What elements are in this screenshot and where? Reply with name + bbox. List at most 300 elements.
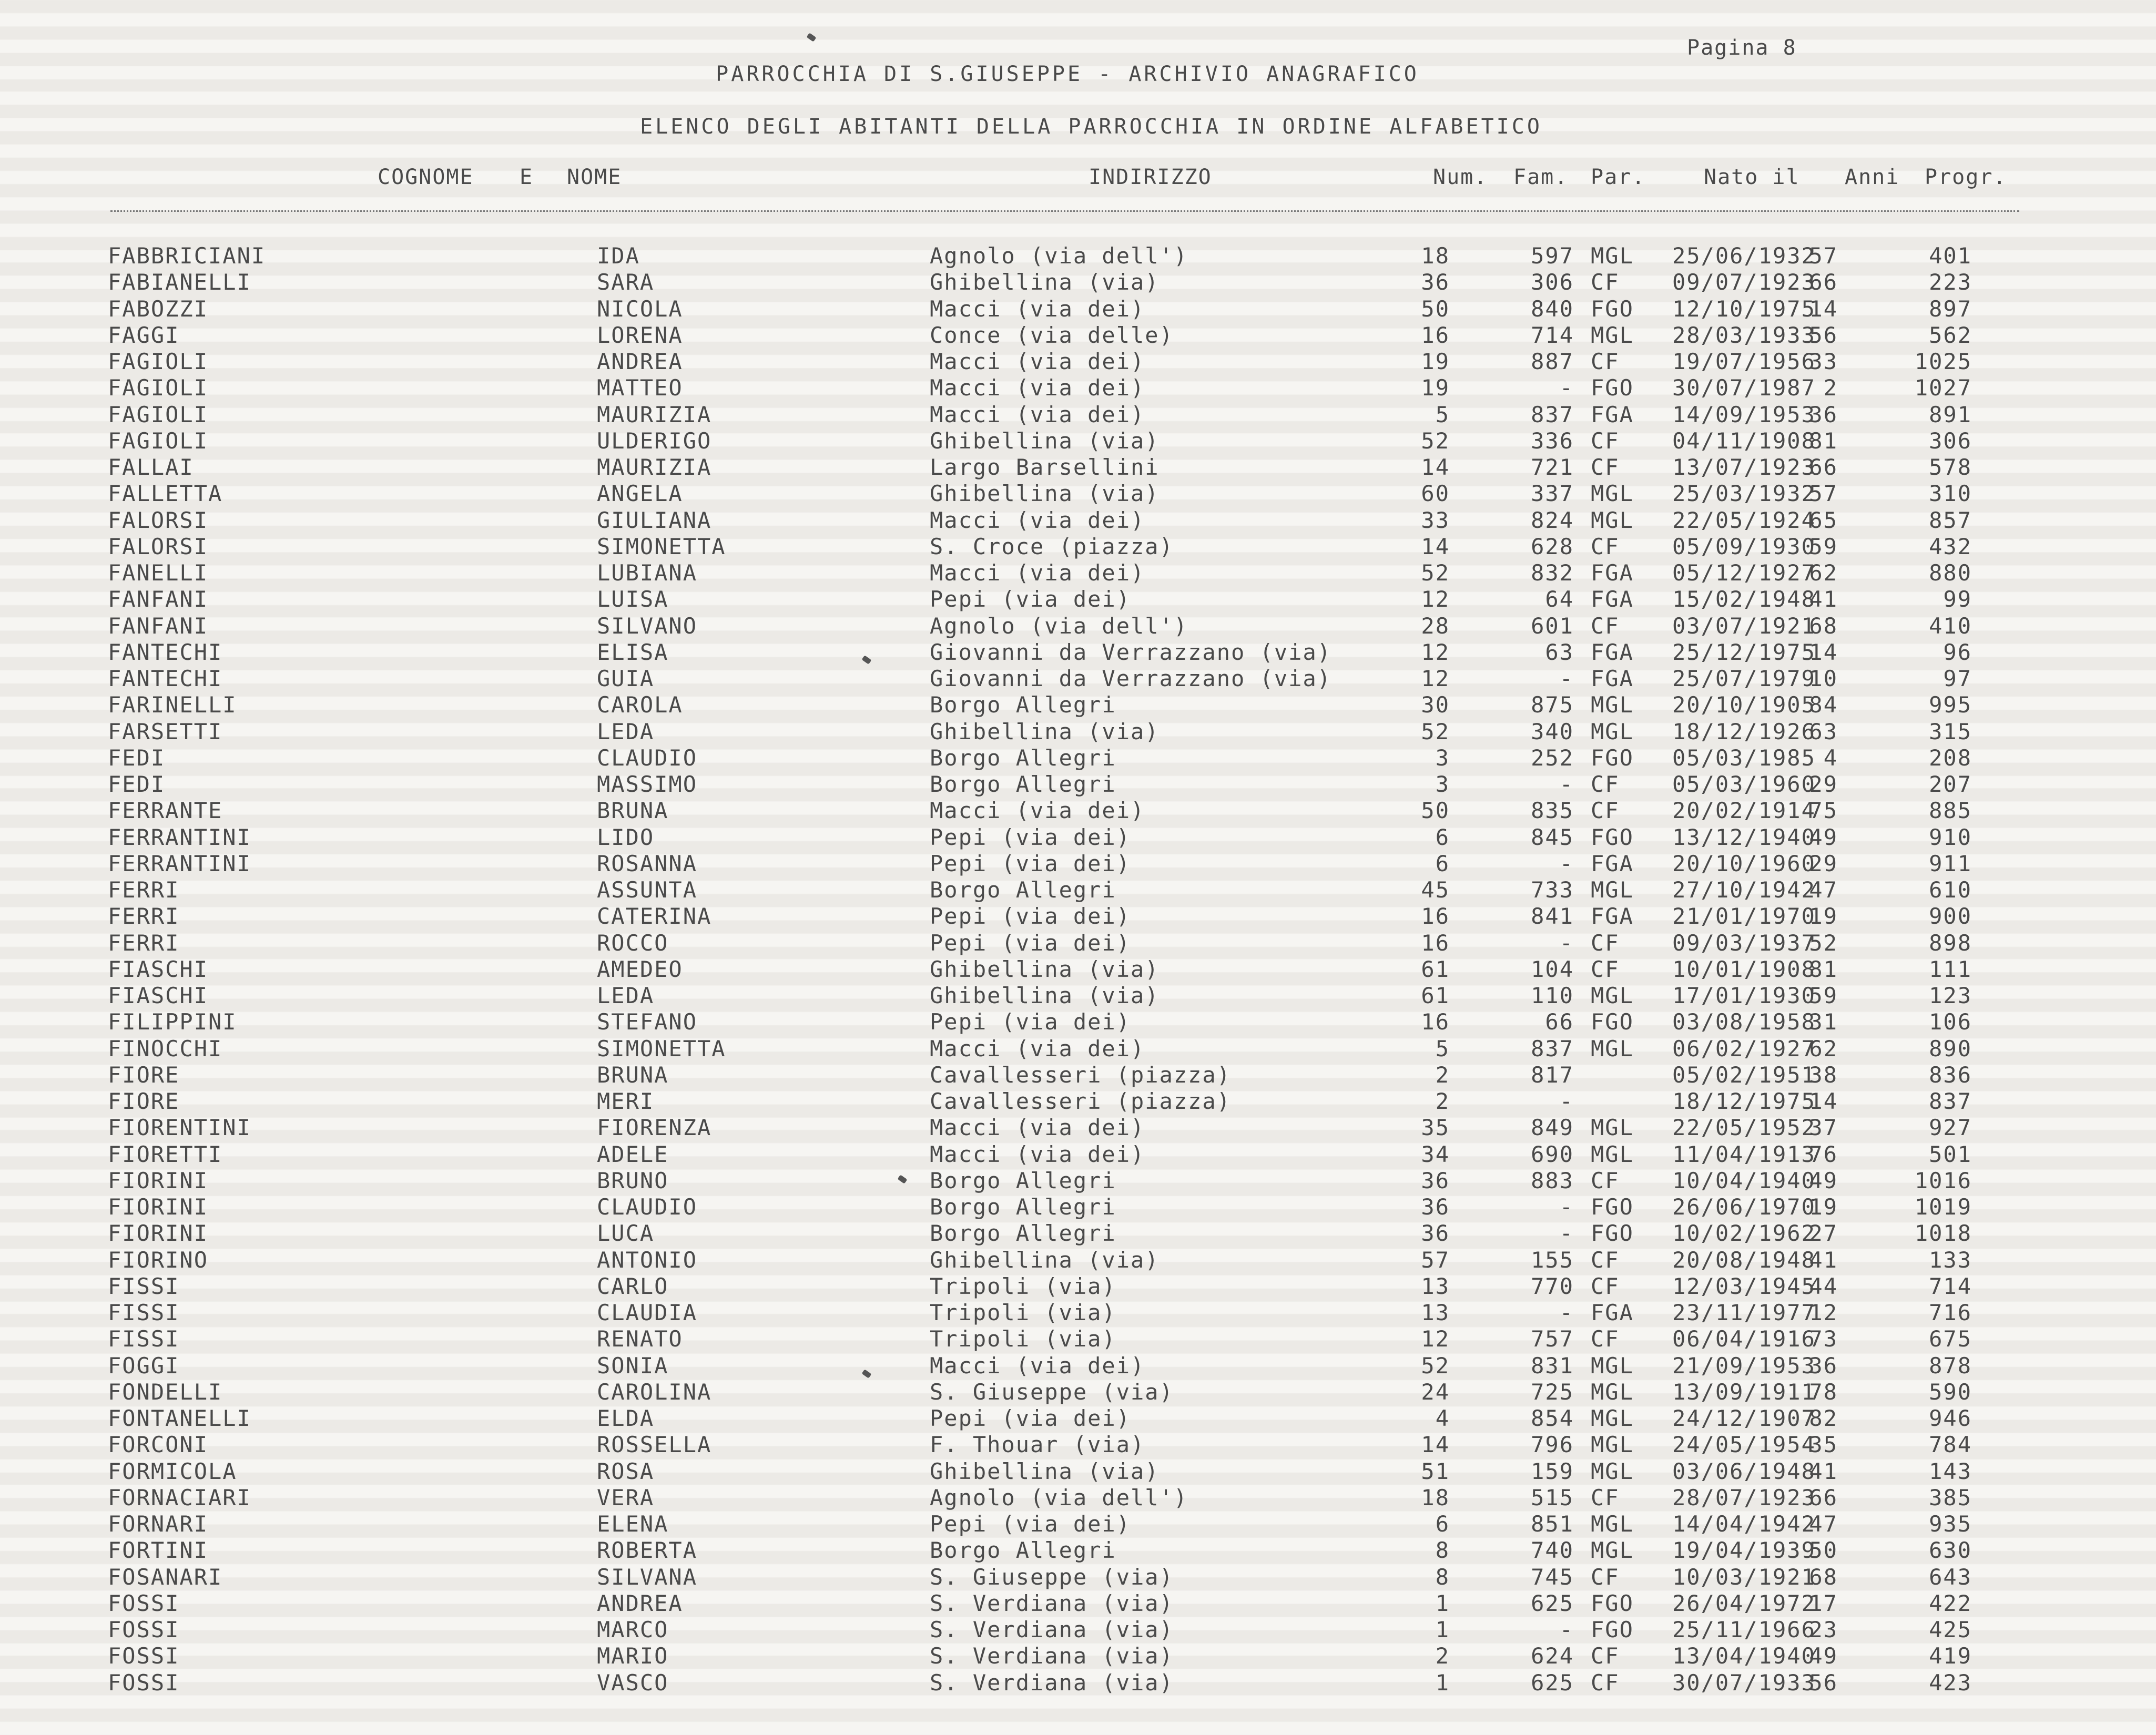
num-cell: 57 (1421, 1247, 1450, 1273)
fam-cell: 817 (1531, 1062, 1574, 1088)
table-row (0, 745, 2156, 771)
nome-cell: ANDREA (597, 349, 683, 374)
par-cell: MGL (1591, 1141, 1634, 1167)
cognome-cell: FERRANTE (108, 798, 223, 824)
table-row (0, 428, 2156, 454)
nato-cell: 15/02/1948 (1672, 586, 1816, 613)
num-cell: 18 (1421, 1484, 1450, 1511)
nato-cell: 30/07/1933 (1672, 1669, 1816, 1696)
fam-cell: 840 (1531, 295, 1574, 322)
cognome-cell: FORNARI (108, 1511, 209, 1537)
anni-cell: 62 (1809, 560, 1838, 586)
anni-cell: 75 (1809, 798, 1838, 824)
nato-cell: 03/07/1921 (1672, 613, 1816, 639)
progr-cell: 99 (1943, 586, 1972, 613)
nato-cell: 28/03/1933 (1672, 322, 1816, 348)
progr-cell: 1019 (1914, 1194, 1972, 1220)
progr-cell: 401 (1929, 243, 1972, 269)
progr-cell: 927 (1929, 1115, 1972, 1141)
nato-cell: 09/03/1937 (1672, 930, 1816, 956)
progr-cell: 306 (1929, 427, 1972, 454)
fam-cell: 745 (1531, 1564, 1574, 1590)
progr-cell: 385 (1929, 1484, 1972, 1511)
cognome-cell: FIORINI (108, 1194, 209, 1220)
indirizzo-cell: Pepi (via dei) (930, 586, 1131, 613)
indirizzo-cell: Pepi (via dei) (930, 1405, 1131, 1431)
num-cell: 36 (1421, 1167, 1450, 1193)
table-row (0, 1247, 2156, 1273)
table-row (0, 586, 2156, 613)
par-cell: CF (1591, 613, 1620, 639)
progr-cell: 1016 (1914, 1167, 1972, 1193)
nome-cell: CLAUDIA (597, 1300, 698, 1325)
nato-cell: 13/07/1923 (1672, 454, 1816, 480)
fam-cell: 714 (1531, 322, 1574, 348)
nome-cell: MASSIMO (597, 771, 698, 797)
cognome-cell: FIORINI (108, 1220, 209, 1247)
nato-cell: 10/04/1940 (1672, 1167, 1816, 1193)
nato-cell: 13/04/1940 (1672, 1643, 1816, 1669)
table-row (0, 1511, 2156, 1537)
par-cell: FGO (1591, 1194, 1634, 1220)
indirizzo-cell: S. Giuseppe (via) (930, 1564, 1174, 1590)
anni-cell: 78 (1809, 1379, 1838, 1405)
num-cell: 13 (1421, 1300, 1450, 1325)
cognome-cell: FERRI (108, 903, 180, 930)
nome-cell: IDA (597, 243, 640, 269)
progr-cell: 946 (1929, 1405, 1972, 1431)
indirizzo-cell: Macci (via dei) (930, 798, 1145, 824)
nome-cell: BRUNO (597, 1167, 669, 1193)
table-row (0, 719, 2156, 745)
num-cell: 50 (1421, 798, 1450, 824)
col-header-par: Par. (1591, 165, 1646, 189)
progr-cell: 878 (1929, 1352, 1972, 1379)
progr-cell: 890 (1929, 1035, 1972, 1062)
nato-cell: 05/12/1927 (1672, 560, 1816, 586)
fam-cell: - (1559, 850, 1574, 876)
table-row (0, 1432, 2156, 1458)
anni-cell: 66 (1809, 269, 1838, 295)
par-cell: FGO (1591, 375, 1634, 401)
indirizzo-cell: Pepi (via dei) (930, 824, 1131, 850)
num-cell: 5 (1435, 401, 1450, 427)
cognome-cell: FERRI (108, 877, 180, 903)
progr-cell: 501 (1929, 1141, 1972, 1167)
progr-cell: 891 (1929, 401, 1972, 427)
indirizzo-cell: Cavallesseri (piazza) (930, 1062, 1232, 1088)
nome-cell: LUISA (597, 586, 669, 613)
nome-cell: CATERINA (597, 903, 712, 930)
par-cell: CF (1591, 269, 1620, 295)
progr-cell: 111 (1929, 956, 1972, 982)
num-cell: 30 (1421, 692, 1450, 718)
indirizzo-cell: Largo Barsellini (930, 454, 1160, 480)
nome-cell: CAROLA (597, 692, 683, 718)
indirizzo-cell: S. Giuseppe (via) (930, 1379, 1174, 1405)
anni-cell: 29 (1809, 850, 1838, 876)
column-headers (0, 165, 2156, 191)
nome-cell: VASCO (597, 1669, 669, 1696)
num-cell: 14 (1421, 454, 1450, 480)
progr-cell: 857 (1929, 507, 1972, 533)
table-row (0, 296, 2156, 322)
cognome-cell: FANELLI (108, 560, 209, 586)
progr-cell: 590 (1929, 1379, 1972, 1405)
indirizzo-cell: Giovanni da Verrazzano (via) (930, 639, 1332, 665)
indirizzo-cell: Agnolo (via dell') (930, 243, 1188, 269)
nato-cell: 23/11/1977 (1672, 1300, 1816, 1325)
fam-cell: 831 (1531, 1352, 1574, 1379)
nato-cell: 05/02/1951 (1672, 1062, 1816, 1088)
indirizzo-cell: S. Verdiana (via) (930, 1669, 1174, 1696)
num-cell: 34 (1421, 1141, 1450, 1167)
cognome-cell: FOSSI (108, 1669, 180, 1696)
par-cell: FGO (1591, 824, 1634, 850)
num-cell: 12 (1421, 586, 1450, 613)
progr-cell: 133 (1929, 1247, 1972, 1273)
par-cell: CF (1591, 1247, 1620, 1273)
anni-cell: 57 (1809, 243, 1838, 269)
table-row (0, 1353, 2156, 1379)
table-row (0, 454, 2156, 481)
cognome-cell: FANTECHI (108, 639, 223, 665)
nato-cell: 22/05/1952 (1672, 1115, 1816, 1141)
nato-cell: 18/12/1975 (1672, 1088, 1816, 1114)
fam-cell: 875 (1531, 692, 1574, 718)
col-header-nome: NOME (567, 165, 622, 189)
anni-cell: 84 (1809, 692, 1838, 718)
nome-cell: GIULIANA (597, 507, 712, 533)
nato-cell: 19/04/1939 (1672, 1537, 1816, 1564)
nome-cell: ASSUNTA (597, 877, 698, 903)
indirizzo-cell: Macci (via dei) (930, 1141, 1145, 1167)
par-cell: MGL (1591, 1432, 1634, 1458)
num-cell: 6 (1435, 824, 1450, 850)
progr-cell: 643 (1929, 1564, 1972, 1590)
indirizzo-cell: Tripoli (via) (930, 1273, 1116, 1299)
nato-cell: 25/12/1975 (1672, 639, 1816, 665)
fam-cell: 63 (1545, 639, 1574, 665)
table-row (0, 1458, 2156, 1485)
nato-cell: 10/02/1962 (1672, 1220, 1816, 1247)
table-row (0, 1194, 2156, 1220)
nome-cell: MARCO (597, 1617, 669, 1642)
table-row (0, 798, 2156, 824)
fam-cell: - (1559, 771, 1574, 797)
num-cell: 35 (1421, 1115, 1450, 1141)
nato-cell: 22/05/1924 (1672, 507, 1816, 533)
progr-cell: 425 (1929, 1617, 1972, 1642)
col-header-progr: Progr. (1925, 165, 2007, 189)
indirizzo-cell: Ghibellina (via) (930, 1247, 1160, 1273)
table-row (0, 1564, 2156, 1590)
num-cell: 14 (1421, 533, 1450, 559)
progr-cell: 223 (1929, 269, 1972, 295)
table-row (0, 956, 2156, 983)
indirizzo-cell: Ghibellina (via) (930, 956, 1160, 982)
indirizzo-cell: Pepi (via dei) (930, 930, 1131, 956)
par-cell: FGO (1591, 1617, 1634, 1642)
anni-cell: 49 (1809, 1643, 1838, 1669)
fam-cell: 601 (1531, 613, 1574, 639)
cognome-cell: FABOZZI (108, 295, 209, 322)
indirizzo-cell: Tripoli (via) (930, 1300, 1116, 1325)
fam-cell: 841 (1531, 903, 1574, 930)
nome-cell: MAURIZIA (597, 401, 712, 427)
anni-cell: 23 (1809, 1617, 1838, 1642)
progr-cell: 143 (1929, 1458, 1972, 1484)
num-cell: 33 (1421, 507, 1450, 533)
cognome-cell: FIORE (108, 1088, 180, 1114)
indirizzo-cell: Macci (via dei) (930, 349, 1145, 374)
fam-cell: - (1559, 1194, 1574, 1220)
par-cell: MGL (1591, 1115, 1634, 1141)
nome-cell: ULDERIGO (597, 427, 712, 454)
anni-cell: 19 (1809, 903, 1838, 930)
nato-cell: 09/07/1923 (1672, 269, 1816, 295)
table-row (0, 930, 2156, 956)
fam-cell: 625 (1531, 1590, 1574, 1616)
progr-cell: 784 (1929, 1432, 1972, 1458)
cognome-cell: FIORINI (108, 1167, 209, 1193)
num-cell: 60 (1421, 481, 1450, 507)
table-row (0, 1062, 2156, 1088)
nome-cell: MERI (597, 1088, 655, 1114)
par-cell: FGA (1591, 666, 1634, 691)
progr-cell: 578 (1929, 454, 1972, 480)
par-cell: MGL (1591, 1405, 1634, 1431)
par-cell: FGA (1591, 639, 1634, 665)
anni-cell: 47 (1809, 877, 1838, 903)
cognome-cell: FARINELLI (108, 692, 237, 718)
fam-cell: 740 (1531, 1537, 1574, 1564)
fam-cell: - (1559, 375, 1574, 401)
nato-cell: 04/11/1908 (1672, 427, 1816, 454)
cognome-cell: FEDI (108, 744, 166, 771)
indirizzo-cell: Macci (via dei) (930, 560, 1145, 586)
par-cell: FGA (1591, 560, 1634, 586)
cognome-cell: FANFANI (108, 613, 209, 639)
table-row (0, 1009, 2156, 1035)
col-header-num: Num. (1433, 165, 1488, 189)
progr-cell: 837 (1929, 1088, 1972, 1114)
fam-cell: 690 (1531, 1141, 1574, 1167)
num-cell: 61 (1421, 956, 1450, 982)
par-cell: CF (1591, 956, 1620, 982)
nome-cell: STEFANO (597, 1009, 698, 1035)
num-cell: 8 (1435, 1564, 1450, 1590)
table-row (0, 1643, 2156, 1669)
table-row (0, 375, 2156, 401)
nome-cell: MATTEO (597, 375, 683, 401)
cognome-cell: FISSI (108, 1326, 180, 1352)
num-cell: 1 (1435, 1590, 1450, 1616)
indirizzo-cell: Borgo Allegri (930, 1167, 1116, 1193)
table-row (0, 1273, 2156, 1300)
cognome-cell: FAGGI (108, 322, 180, 348)
par-cell: CF (1591, 1326, 1620, 1352)
cognome-cell: FOSSI (108, 1617, 180, 1642)
nato-cell: 05/09/1930 (1672, 533, 1816, 559)
cognome-cell: FONTANELLI (108, 1405, 251, 1431)
anni-cell: 37 (1809, 1115, 1838, 1141)
progr-cell: 410 (1929, 613, 1972, 639)
par-cell: FGA (1591, 1300, 1634, 1325)
par-cell: MGL (1591, 507, 1634, 533)
progr-cell: 422 (1929, 1590, 1972, 1616)
cognome-cell: FAGIOLI (108, 401, 209, 427)
par-cell: CF (1591, 349, 1620, 374)
fam-cell: 851 (1531, 1511, 1574, 1537)
par-cell: MGL (1591, 1537, 1634, 1564)
nato-cell: 10/01/1908 (1672, 956, 1816, 982)
progr-cell: 96 (1943, 639, 1972, 665)
par-cell: CF (1591, 1484, 1620, 1511)
nato-cell: 12/03/1945 (1672, 1273, 1816, 1299)
table-row (0, 692, 2156, 718)
nome-cell: LEDA (597, 718, 655, 744)
anni-cell: 12 (1809, 1300, 1838, 1325)
indirizzo-cell: S. Verdiana (via) (930, 1643, 1174, 1669)
nato-cell: 06/02/1927 (1672, 1035, 1816, 1062)
nato-cell: 03/06/1948 (1672, 1458, 1816, 1484)
nato-cell: 21/01/1970 (1672, 903, 1816, 930)
cognome-cell: FABIANELLI (108, 269, 251, 295)
par-cell: CF (1591, 771, 1620, 797)
anni-cell: 36 (1809, 1352, 1838, 1379)
indirizzo-cell: F. Thouar (via) (930, 1432, 1145, 1458)
num-cell: 36 (1421, 1194, 1450, 1220)
cognome-cell: FORMICOLA (108, 1458, 237, 1484)
anni-cell: 52 (1809, 930, 1838, 956)
fam-cell: 845 (1531, 824, 1574, 850)
anni-cell: 63 (1809, 718, 1838, 744)
anni-cell: 10 (1809, 666, 1838, 691)
progr-cell: 898 (1929, 930, 1972, 956)
progr-cell: 714 (1929, 1273, 1972, 1299)
cognome-cell: FORNACIARI (108, 1484, 251, 1511)
fam-cell: 770 (1531, 1273, 1574, 1299)
par-cell: CF (1591, 930, 1620, 956)
col-header-anni: Anni (1845, 165, 1900, 189)
indirizzo-cell: Pepi (via dei) (930, 850, 1131, 876)
nato-cell: 11/04/1913 (1672, 1141, 1816, 1167)
nome-cell: ELISA (597, 639, 669, 665)
header-rule (110, 210, 2019, 212)
anni-cell: 66 (1809, 1484, 1838, 1511)
num-cell: 2 (1435, 1088, 1450, 1114)
num-cell: 14 (1421, 1432, 1450, 1458)
num-cell: 12 (1421, 666, 1450, 691)
indirizzo-cell: Borgo Allegri (930, 877, 1116, 903)
num-cell: 36 (1421, 1220, 1450, 1247)
cognome-cell: FIORENTINI (108, 1115, 251, 1141)
num-cell: 50 (1421, 295, 1450, 322)
indirizzo-cell: Macci (via dei) (930, 295, 1145, 322)
progr-cell: 897 (1929, 295, 1972, 322)
nome-cell: MAURIZIA (597, 454, 712, 480)
progr-cell: 1027 (1914, 375, 1972, 401)
anni-cell: 66 (1809, 454, 1838, 480)
nome-cell: AMEDEO (597, 956, 683, 982)
num-cell: 45 (1421, 877, 1450, 903)
col-header-cognome: COGNOME (378, 165, 474, 189)
num-cell: 52 (1421, 427, 1450, 454)
par-cell: MGL (1591, 1379, 1634, 1405)
anni-cell: 14 (1809, 295, 1838, 322)
num-cell: 16 (1421, 930, 1450, 956)
anni-cell: 59 (1809, 983, 1838, 1008)
indirizzo-cell: Borgo Allegri (930, 1220, 1116, 1247)
indirizzo-cell: Tripoli (via) (930, 1326, 1116, 1352)
par-cell: MGL (1591, 1352, 1634, 1379)
fam-cell: 837 (1531, 1035, 1574, 1062)
nome-cell: FIORENZA (597, 1115, 712, 1141)
indirizzo-cell: S. Verdiana (via) (930, 1617, 1174, 1642)
anni-cell: 27 (1809, 1220, 1838, 1247)
table-row (0, 1379, 2156, 1405)
fam-cell: 824 (1531, 507, 1574, 533)
progr-cell: 310 (1929, 481, 1972, 507)
nato-cell: 27/10/1942 (1672, 877, 1816, 903)
nome-cell: SIMONETTA (597, 533, 726, 559)
nato-cell: 17/01/1930 (1672, 983, 1816, 1008)
inhabitants-table (0, 243, 2156, 1696)
cognome-cell: FAGIOLI (108, 427, 209, 454)
cognome-cell: FILIPPINI (108, 1009, 237, 1035)
progr-cell: 610 (1929, 877, 1972, 903)
anni-cell: 57 (1809, 481, 1838, 507)
progr-cell: 562 (1929, 322, 1972, 348)
fam-cell: - (1559, 930, 1574, 956)
nato-cell: 20/10/1960 (1672, 850, 1816, 876)
indirizzo-cell: Agnolo (via dell') (930, 1484, 1188, 1511)
table-row (0, 1141, 2156, 1168)
nato-cell: 20/02/1914 (1672, 798, 1816, 824)
col-header-e: E (520, 165, 534, 189)
progr-cell: 885 (1929, 798, 1972, 824)
table-row (0, 1300, 2156, 1326)
nome-cell: ROCCO (597, 930, 669, 956)
num-cell: 16 (1421, 903, 1450, 930)
fam-cell: 849 (1531, 1115, 1574, 1141)
indirizzo-cell: Pepi (via dei) (930, 1009, 1131, 1035)
table-row (0, 1670, 2156, 1696)
anni-cell: 56 (1809, 1669, 1838, 1696)
table-row (0, 269, 2156, 295)
fam-cell: 883 (1531, 1167, 1574, 1193)
nato-cell: 13/12/1940 (1672, 824, 1816, 850)
nato-cell: 30/07/1987 (1672, 375, 1816, 401)
num-cell: 1 (1435, 1617, 1450, 1642)
fam-cell: 835 (1531, 798, 1574, 824)
indirizzo-cell: Macci (via dei) (930, 375, 1145, 401)
fam-cell: 721 (1531, 454, 1574, 480)
nato-cell: 19/07/1956 (1672, 349, 1816, 374)
page-number: Pagina 8 (1687, 36, 1797, 60)
par-cell: FGA (1591, 586, 1634, 613)
nato-cell: 12/10/1975 (1672, 295, 1816, 322)
fam-cell: 887 (1531, 349, 1574, 374)
indirizzo-cell: Agnolo (via dell') (930, 613, 1188, 639)
indirizzo-cell: Borgo Allegri (930, 1194, 1116, 1220)
num-cell: 19 (1421, 375, 1450, 401)
progr-cell: 935 (1929, 1511, 1972, 1537)
nato-cell: 20/08/1948 (1672, 1247, 1816, 1273)
cognome-cell: FERRANTINI (108, 850, 251, 876)
nome-cell: BRUNA (597, 798, 669, 824)
